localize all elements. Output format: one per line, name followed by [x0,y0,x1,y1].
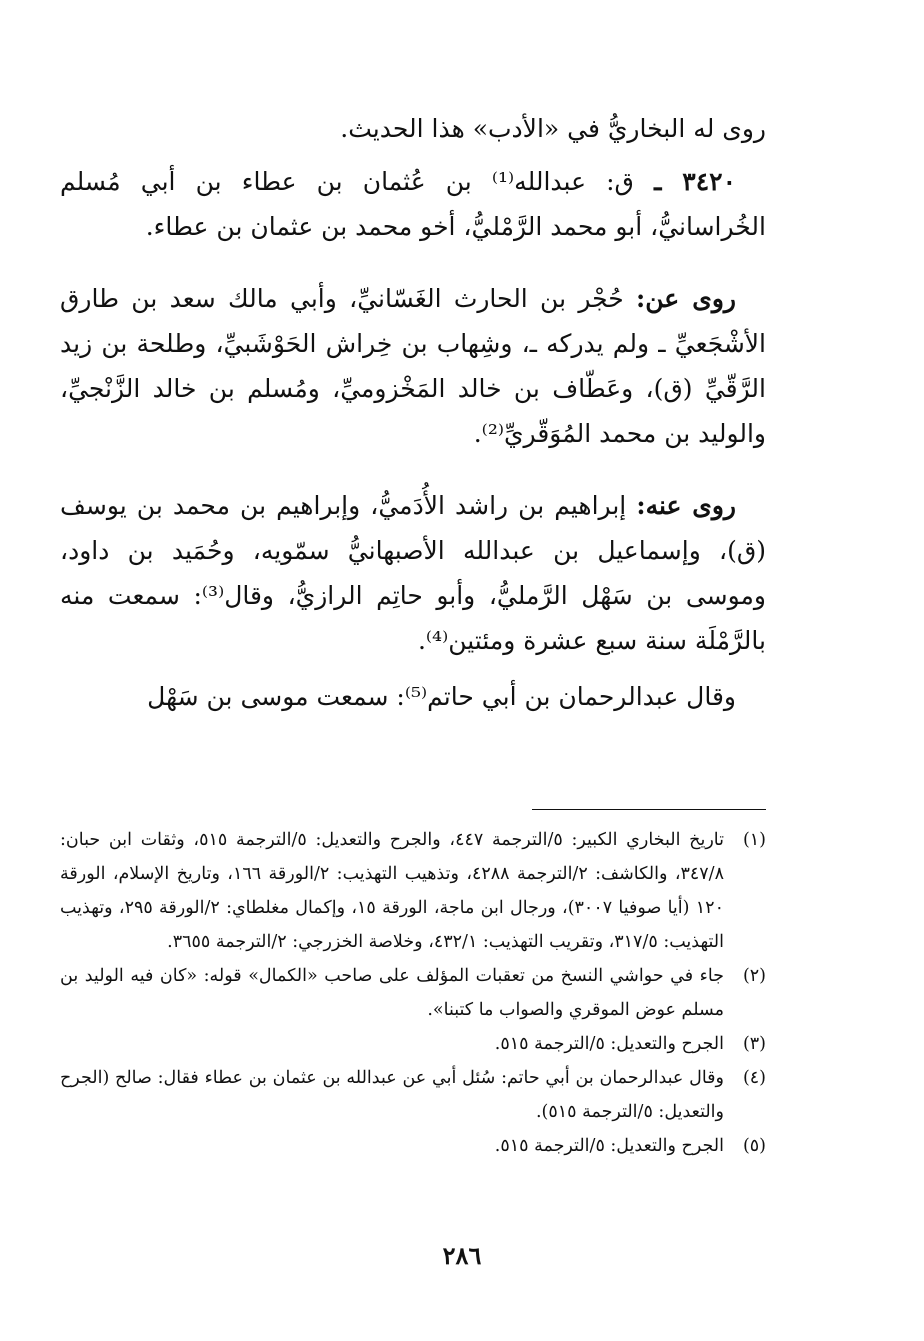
page-number: ٢٨٦ [442,1241,482,1270]
footnote-number: (١) [742,830,766,850]
main-text [60,106,766,719]
entry-3420 [60,159,766,249]
footnote-separator [532,809,766,810]
footnotes [60,823,766,1163]
rawa-anhu-paragraph [60,483,766,663]
footnote-3 [60,1027,766,1061]
rawa-an-paragraph [60,276,766,456]
footnote-text: وقال عبدالرحمان بن أبي حاتم: سُئل أبي عن عبدالله بن عثمان بن عطاء فقال: صالح (الجرح والتعديل: ٥/الترجمة ٥١٥). [60,1068,724,1122]
rawa-an-label: روى عن: [636,284,736,313]
footnote-text: تاريخ البخاري الكبير: ٥/الترجمة ٤٤٧، والجرح والتعديل: ٥/الترجمة ٥١٥، وثقات ابن حبان: ٣٤٧/٨، والكاشف: ٢/الترجمة ٤٢٨٨، وتذهيب التهذيب: ٢/الورقة ١٦٦، وتاريخ الإسلام، الورقة ١٢٠ (أيا صوفيا ٣٠٠٧)، ورجال ابن ماجة، الورقة ١٥، وإكمال مغلطاي: ٢/الورقة ٢٩٥، وتهذيب التهذيب: ٣١٧/٥، وتقريب التهذيب: ٤٣٢/١، وخلاصة الخزرجي: ٢/الترجمة ٣٦٥٥. [60,830,724,952]
footnote-2 [60,959,766,1027]
line-adab: روى له البخاريُّ في «الأدب» هذا الحديث. [340,114,766,143]
footnote-number: (٥) [742,1136,766,1156]
footnote-text: جاء في حواشي النسخ من تعقبات المؤلف على صاحب «الكمال» قوله: «كان فيه الوليد بن مسلم عوض الموقري والصواب ما كتبنا». [60,966,724,1020]
rawa-an-text: حُجْر بن الحارث الغَسّانيِّ، وأبي مالك سعد بن طارق الأشْجَعيِّ ـ ولم يدركه ـ، وشِهاب بن خِراش الحَوْشَبيِّ، وطلحة بن زيد الرَّقّيِّ (ق)، وعَطّاف بن خالد المَخْزوميِّ، ومُسلم بن خالد الزَّنْجيِّ، والوليد بن محمد المُوَقّريِّ⁽²⁾. [60,284,766,448]
rawa-anhu-text: إبراهيم بن راشد الأُدَميُّ، وإبراهيم بن محمد بن يوسف (ق)، وإسماعيل بن عبدالله الأصبهانيُّ سمّويه، وحُمَيد بن داود، وموسى بن سَهْل الرَّمليُّ، وأبو حاتِم الرازيُّ، وقال⁽³⁾: سمعت منه بالرَّمْلَة سنة سبع عشرة ومئتين⁽⁴⁾. [60,491,766,655]
rawa-anhu-label: روى عنه: [636,491,736,520]
footnote-5 [60,1129,766,1163]
footnote-4 [60,1061,766,1129]
footnote-1 [60,823,766,959]
footnote-number: (٤) [742,1068,766,1088]
entry-number: ٣٤٢٠ ـ [654,167,736,196]
last-line: وقال عبدالرحمان بن أبي حاتم⁽⁵⁾: سمعت موسى بن سَهْل [147,682,736,711]
footnote-text: الجرح والتعديل: ٥/الترجمة ٥١٥. [494,1136,724,1156]
footnote-text: الجرح والتعديل: ٥/الترجمة ٥١٥. [494,1034,724,1054]
entry-heading: ق: عبدالله⁽¹⁾ بن عُثمان بن عطاء بن أبي مُسلم الخُراسانيُّ، أبو محمد الرَّمْليُّ، أخو محمد بن عثمان بن عطاء. [60,167,766,241]
footnote-number: (٣) [742,1034,766,1054]
footnote-number: (٢) [742,966,766,986]
